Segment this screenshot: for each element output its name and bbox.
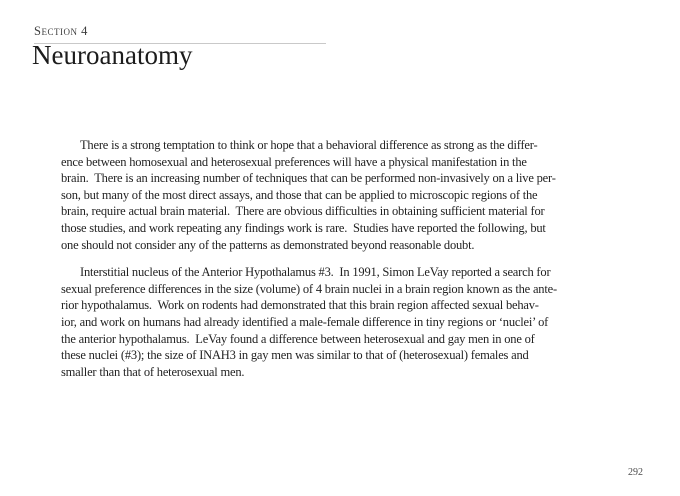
text-line: rior hypothalamus. Work on rodents had demonstrated that this brain region affected sexual behav-	[61, 298, 539, 313]
text-line: brain. There is an increasing number of techniques that can be performed non-invasively on a live per-	[61, 171, 556, 186]
text-line: ence between homosexual and heterosexual preferences will have a physical manifestation in the	[61, 154, 527, 169]
text-line: those studies, and work repeating any findings work is rare. Studies have reported the following, but	[61, 220, 546, 235]
text-line: Interstitial nucleus of the Anterior Hypothalamus #3. In 1991, Simon LeVay reported a search for	[80, 265, 551, 280]
text-line: these nuclei (#3); the size of INAH3 in gay men was similar to that of (heterosexual) females and	[61, 348, 529, 363]
paragraph-1	[61, 137, 619, 253]
section-label: Section 4	[34, 24, 88, 38]
text-line: one should not consider any of the patterns as demonstrated beyond reasonable doubt.	[61, 237, 475, 252]
text-line: the anterior hypothalamus. LeVay found a difference between heterosexual and gay men in one of	[61, 331, 535, 346]
text-line: There is a strong temptation to think or hope that a behavioral difference as strong as the differ-	[80, 138, 538, 152]
text-line: ior, and work on humans had already identified a male-female difference in tiny regions or ‘nuclei’ of	[61, 314, 549, 329]
text-line: sexual preference differences in the size (volume) of 4 brain nuclei in a brain region known as the ante-	[61, 281, 557, 296]
text-line: brain, require actual brain material. There are obvious difficulties in obtaining sufficient material for	[61, 204, 545, 219]
paragraph-2	[61, 264, 619, 380]
page-title: Neuroanatomy	[32, 40, 193, 70]
body-text	[61, 137, 619, 380]
text-line: smaller than that of heterosexual men.	[61, 364, 245, 379]
text-line: son, but many of the most direct assays, and those that can be applied to microscopic regions of the	[61, 187, 538, 202]
page-number: 292	[628, 467, 643, 478]
